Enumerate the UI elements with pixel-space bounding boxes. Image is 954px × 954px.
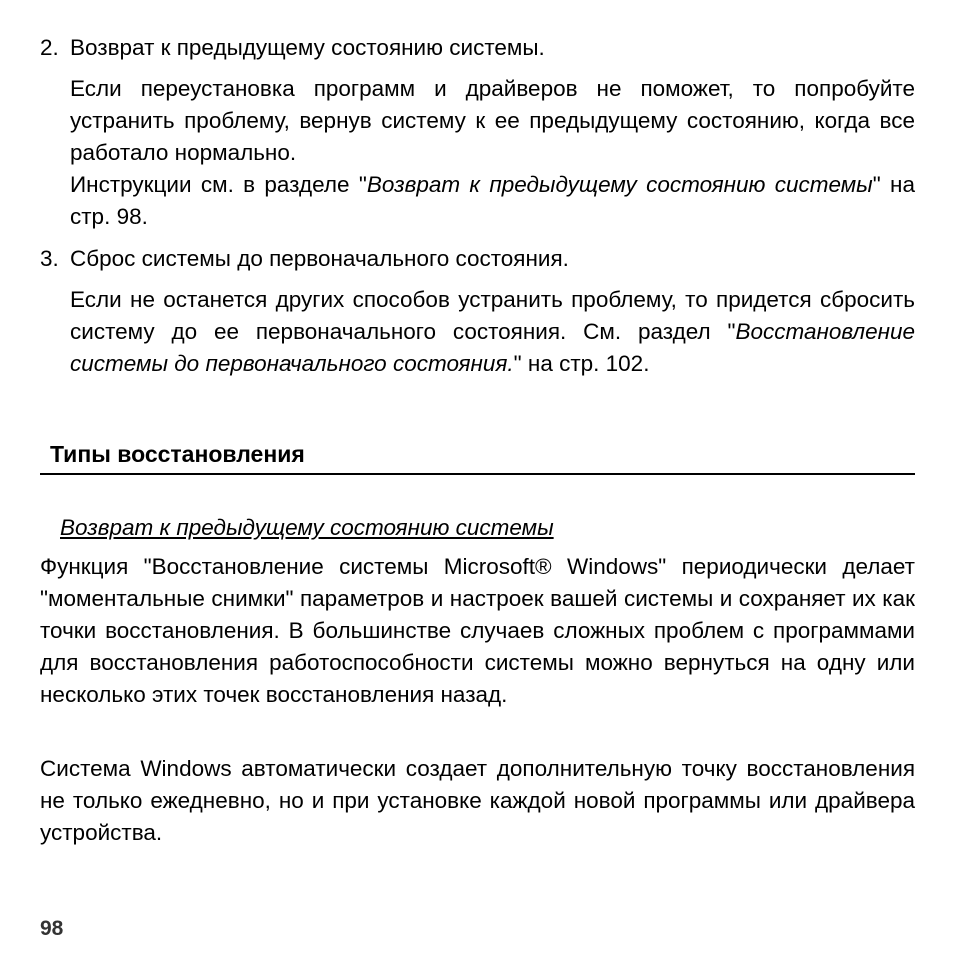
subsection-title: Возврат к предыдущему состоянию системы [60,515,554,540]
list-item-heading-text: Возврат к предыдущему состоянию системы. [70,35,545,60]
list-item-3-body [70,284,915,380]
page-number: 98 [40,917,64,940]
paragraph: Если переустановка программ и драйверов не поможет, то попробуйте устранить проблему, вернув систему к ее предыдущему состоянию, когда все работало нормально. [70,76,915,165]
reference-prefix: Инструкции см. в разделе " [70,172,367,197]
list-item-2-heading [40,32,920,64]
list-item-2-body [70,73,915,233]
paragraph-reference [70,169,915,233]
reference-suffix: " на стр. 98. [70,172,915,229]
cross-reference-link[interactable]: Возврат к предыдущему состоянию системы [366,172,873,197]
list-item-heading-text: Сброс системы до первоначального состояния. [70,246,569,271]
reference-suffix: " на стр. 102. [513,351,650,376]
reference-prefix: Если не останется других способов устранить проблему, то придется сбросить систему до ее первоначального состояния. См. раздел " [70,287,915,344]
cross-reference-link[interactable]: Восстановление системы до первоначального состояния. [70,319,915,376]
paragraph-reference [70,284,915,380]
list-item-number: 3. [40,246,59,271]
paragraph: Функция "Восстановление системы Microsoft® Windows" периодически делает "моментальные снимки" параметров и настроек вашей системы и сохраняет их как точки восстановления. В большинстве случаев сложных проблем с программами для восстановления работоспособности системы можно вернуться на одну или несколько этих точек восстановления назад. [40,554,915,707]
list-item-3-heading [40,243,920,275]
section-paragraph-2 [40,753,915,849]
paragraph: Система Windows автоматически создает дополнительную точку восстановления не только ежедневно, но и при установке каждой новой программы или драйвера устройства. [40,756,915,845]
section-divider [40,473,915,475]
list-item-number: 2. [40,35,59,60]
section-title: Типы восстановления [50,441,305,467]
section-paragraph-1 [40,551,915,711]
